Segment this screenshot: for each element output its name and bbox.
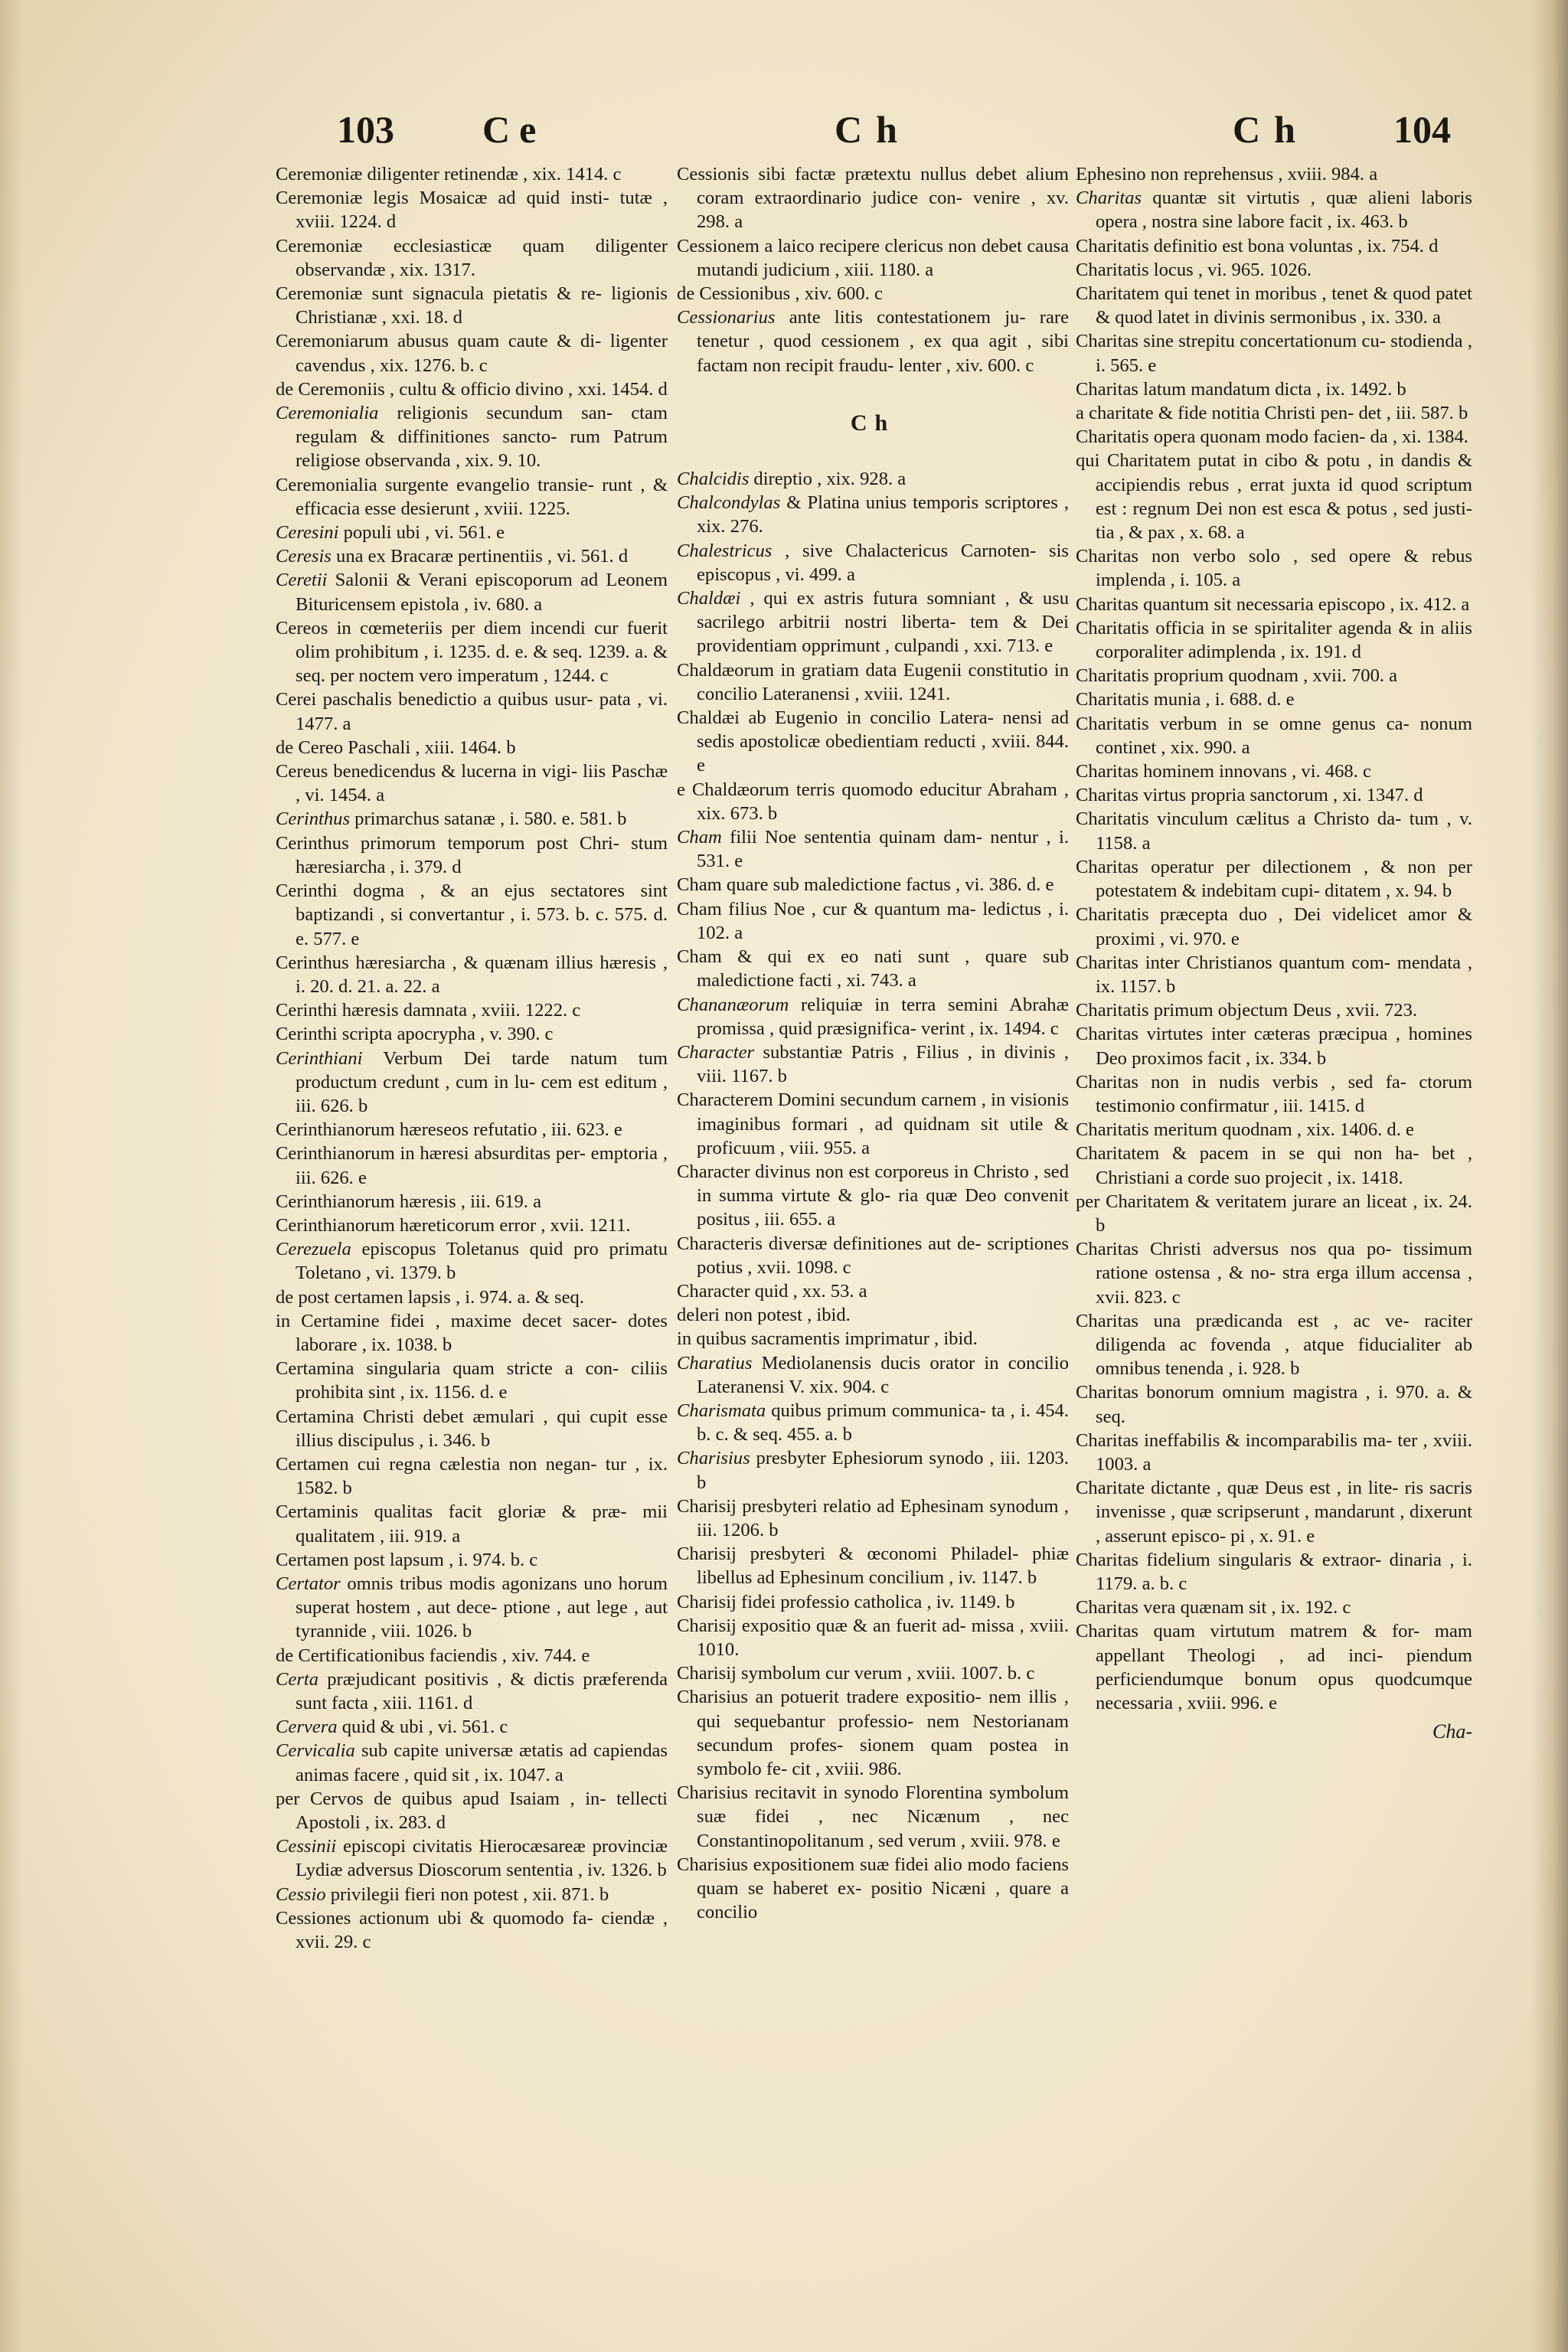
entry-text: Certamen cui regna cælestia non negan- tur , ix. 1582. b — [276, 1453, 668, 1499]
entry-text: Certaminis qualitas facit gloriæ & præ- mii qualitatem , iii. 919. a — [276, 1501, 668, 1547]
entry-text: Ceremoniarum abusus quam caute & di- ligenter cavendus , xix. 1276. b. c — [276, 331, 668, 376]
heading-left: Ce — [482, 108, 546, 151]
entry-text: Charitatis locus , vi. 965. 1026. — [1076, 259, 1312, 280]
index-entry — [1076, 162, 1472, 186]
entry-text: Charisius expositionem suæ fidei alio modo faciens quam se haberet ex- positio Nicæni , quare a concilio — [677, 1854, 1069, 1923]
index-entry — [677, 706, 1069, 778]
entry-text: primarchus satanæ , i. 580. e. 581. b — [350, 808, 627, 830]
index-entry — [677, 658, 1069, 706]
section-title-ch: Ch — [850, 410, 896, 436]
index-entry — [276, 282, 668, 329]
page-edge-shadow-left — [0, 0, 23, 2352]
entry-text: Charitatis proprium quodnam , xvii. 700. a — [1076, 665, 1398, 687]
index-entry — [1076, 951, 1472, 998]
index-entry — [677, 467, 1069, 491]
index-entry — [276, 1572, 668, 1644]
entry-text: Charitas virtus propria sanctorum , xi. 1347. d — [1076, 785, 1423, 806]
entry-text: Certamina Christi debet æmulari , qui cupit esse illius discipulus , i. 346. b — [276, 1406, 668, 1451]
entry-text: Cerinthianorum hæreticorum error , xvii. 1211. — [276, 1214, 631, 1236]
entry-headword: Chalcondylas — [677, 492, 781, 514]
entry-text: quid & ubi , vi. 561. c — [337, 1717, 508, 1738]
index-entry — [276, 162, 668, 186]
index-entry — [276, 736, 668, 760]
entry-text: substantiæ Patris , Filius , in divinis , viii. 1167. b — [697, 1041, 1069, 1087]
entry-text: Cereus benedicendus & lucerna in vigi- liis Paschæ , vi. 1454. a — [276, 761, 668, 806]
index-entry — [1076, 1309, 1472, 1381]
entry-text: direptio , xix. 928. a — [749, 469, 906, 490]
index-entry — [276, 186, 668, 234]
index-entry — [276, 1883, 668, 1906]
entry-text: Charitas non verbo solo , sed opere & rebus implenda , i. 105. a — [1076, 546, 1472, 591]
entry-text: Cerinthus hæresiarcha , & quænam illius hæresis , i. 20. d. 21. a. 22. a — [276, 952, 668, 997]
index-entry — [677, 1351, 1069, 1399]
entry-text: Chaldæorum in gratiam data Eugenii constitutio in concilio Lateranensi , xviii. 1241. — [677, 659, 1069, 704]
entry-text: Charitatem qui tenet in moribus , tenet & quod patet & quod latet in divinis sermonibus , ix. 330. a — [1076, 283, 1472, 328]
index-entry — [276, 1022, 668, 1046]
entry-text: Cessionem a laico recipere clericus non debet causa mutandi judicium , xiii. 1180. a — [677, 235, 1069, 280]
entry-text: Ceremonialia surgente evangelio transie- runt , & efficacia esse desierunt , xviii. 1225. — [276, 474, 668, 519]
entry-text: Charitas fidelium singularis & extraor- dinaria , i. 1179. a. b. c — [1076, 1549, 1472, 1594]
running-header — [337, 107, 1451, 168]
index-entry — [1076, 1118, 1472, 1142]
index-entry — [677, 825, 1069, 873]
entry-text: Charitas virtutes inter cæteras præcipua , homines Deo proximos facit , ix. 334. b — [1076, 1024, 1472, 1069]
index-entry — [677, 1088, 1069, 1160]
entry-text: Charitas quam virtutum matrem & for- mam appellant Theologi , ad inci- piendum perficiendumque bonum opus quodcumque necessaria , xviii. 996. e — [1076, 1621, 1472, 1713]
entry-text: de post certamen lapsis , i. 974. a. & seq. — [276, 1286, 584, 1308]
entry-headword: Ceremonialia — [276, 403, 379, 424]
entry-text: Cham quare sub maledictione factus , vi. 386. d. e — [677, 874, 1054, 896]
entry-headword: Chalcidis — [677, 469, 750, 490]
entry-text: reliquiæ in terra semini Abrahæ promissa , quid præsignifica- verint , ix. 1494. c — [697, 994, 1069, 1039]
entry-text: Characterem Domini secundum carnem , in visionis imaginibus formari , ad quidnam sit utile & proficuum , viii. 955. a — [677, 1089, 1069, 1158]
index-entry — [677, 539, 1069, 586]
index-entry — [677, 234, 1069, 282]
entry-text: , sive Chalactericus Carnoten- sis episcopus , vi. 499. a — [697, 540, 1069, 585]
entry-text: Cerei paschalis benedictio a quibus usur- pata , vi. 1477. a — [276, 689, 668, 734]
entry-text: Ceremoniæ diligenter retinendæ , xix. 1414. c — [276, 164, 622, 185]
index-entry — [1076, 760, 1472, 783]
index-entry — [677, 1040, 1069, 1088]
heading-right: Ch — [1233, 108, 1309, 151]
index-entry — [1076, 1237, 1472, 1309]
entry-text: Cerinthianorum hæresis , iii. 619. a — [276, 1191, 542, 1212]
index-entry — [276, 1644, 668, 1668]
index-entry — [1076, 449, 1472, 544]
entry-text: privilegii fieri non potest , xii. 871. b — [325, 1883, 609, 1905]
entry-headword: Cessinii — [276, 1836, 337, 1857]
entry-text: Cerinthi hæresis damnata , xviii. 1222. c — [276, 1000, 581, 1021]
index-entry — [276, 1118, 668, 1142]
entry-text: a charitate & fide notitia Christi pen- det , iii. 587. b — [1076, 403, 1468, 424]
entry-text: Charitatis opera quonam modo facien- da , xi. 1384. — [1076, 426, 1468, 448]
entry-headword: Certa — [276, 1668, 319, 1690]
entry-text: præjudicant positivis , & dictis præferenda sunt facta , xiii. 1161. d — [296, 1668, 668, 1713]
index-entry — [276, 1452, 668, 1500]
entry-text: Charitatis munia , i. 688. d. e — [1076, 689, 1295, 710]
index-entry — [276, 1285, 668, 1309]
index-entry — [677, 305, 1069, 377]
index-entry — [276, 1214, 668, 1237]
index-entry — [276, 329, 668, 377]
entry-headword: Cerinthus — [276, 808, 351, 830]
entry-text: de Cereo Paschali , xiii. 1464. b — [276, 737, 516, 758]
index-entry — [276, 521, 668, 544]
index-entry — [276, 1906, 668, 1954]
index-entry — [276, 1309, 668, 1357]
entry-text: Charisij presbyteri relatio ad Ephesinam synodum , iii. 1206. b — [677, 1495, 1069, 1540]
entry-text: Charitas non in nudis verbis , sed fa- ctorum testimonio confirmatur , iii. 1415. d — [1076, 1071, 1472, 1116]
entry-text: episcopus Toletanus quid pro primatu Toletano , vi. 1379. b — [296, 1239, 668, 1284]
entry-headword: Cervera — [276, 1717, 338, 1738]
entry-text: Charitatis præcepta duo , Dei videlicet amor & proximi , vi. 970. e — [1076, 904, 1472, 949]
entry-text: Charisij fidei professio catholica , iv. 1149. b — [677, 1591, 1015, 1612]
index-entry — [1076, 855, 1472, 903]
entry-text: Charitatem & pacem in se qui non ha- bet , Christiani a corde suo projecit , ix. 1418. — [1076, 1143, 1472, 1188]
entry-text: Charitatis verbum in se omne genus ca- nonum continet , xix. 990. a — [1076, 713, 1472, 758]
index-entry — [1076, 1022, 1472, 1070]
entry-headword: Ceresis — [276, 546, 332, 567]
index-entry — [677, 1590, 1069, 1614]
entry-text: episcopi civitatis Hierocæsareæ provinciæ Lydiæ adversus Dioscorum sententia , iv. 1326. b — [296, 1836, 668, 1881]
index-entry — [276, 616, 668, 688]
entry-text: Charitas ineffabilis & incomparabilis ma- ter , xviii. 1003. a — [1076, 1429, 1472, 1475]
entry-text: Charisij expositio quæ & an fuerit ad- missa , xviii. 1010. — [677, 1615, 1069, 1660]
heading-center: Ch — [835, 108, 911, 151]
index-entry — [1076, 1070, 1472, 1118]
index-entry — [677, 897, 1069, 945]
entry-headword: Cerezuela — [276, 1239, 351, 1260]
index-entry — [276, 688, 668, 735]
index-entry — [677, 1614, 1069, 1661]
entry-text: presbyter Ephesiorum synodo , iii. 1203. b — [697, 1448, 1069, 1493]
entry-headword: Charatius — [677, 1352, 753, 1374]
index-entry — [276, 879, 668, 951]
entry-text: Charitas Christi adversus nos qua po- tissimum ratione ostensa , & no- stra erga illum accensa , xvii. 823. c — [1076, 1239, 1472, 1308]
entry-text: Ceremoniæ ecclesiasticæ quam diligenter observandæ , xix. 1317. — [276, 235, 668, 280]
index-entry — [1076, 1619, 1472, 1715]
entry-text: Cham & qui ex eo nati sunt , quare sub maledictione facti , xi. 743. a — [677, 946, 1069, 991]
index-entry — [276, 1715, 668, 1739]
entry-headword: Chaldæi — [677, 588, 741, 609]
entry-headword: Chalestricus — [677, 540, 773, 561]
index-entry — [276, 1190, 668, 1214]
entry-text: Cerinthi scripta apocrypha , v. 390. c — [276, 1024, 554, 1045]
index-entry — [1076, 544, 1472, 592]
entry-text: Charitas una prædicanda est , ac ve- raciter diligenda ac fovenda , atque fiducialiter ab omnibus tenenda , i. 928. b — [1076, 1310, 1472, 1380]
entry-text: Charitas hominem innovans , vi. 468. c — [1076, 761, 1371, 782]
index-entry — [1076, 783, 1472, 807]
index-entry — [1076, 593, 1472, 616]
page-number-right: 104 — [1393, 108, 1451, 151]
index-entry — [276, 234, 668, 282]
index-entry — [677, 1399, 1069, 1446]
entry-text: per Charitatem & veritatem jurare an liceat , ix. 24. b — [1076, 1191, 1472, 1236]
entry-text: in Certamine fidei , maxime decet sacer- dotes laborare , ix. 1038. b — [276, 1310, 668, 1355]
entry-text: per Cervos de quibus apud Isaiam , in- tellecti Apostoli , ix. 283. d — [276, 1788, 668, 1834]
entry-headword: Charisius — [677, 1448, 750, 1469]
entry-text: qui Charitatem putat in cibo & potu , in dandis & accipiendis rebus , errat juxta id quod scriptum est : regnum Dei non est esca & potus , sed justi- tia , & pax , x. 68. a — [1076, 450, 1472, 544]
entry-text: Certamina singularia quam stricte a con- ciliis prohibita sint , ix. 1156. d. e — [276, 1358, 668, 1403]
index-entry — [677, 1542, 1069, 1589]
entry-text: Verbum Dei tarde natum tum productum credunt , cum in lu- cem est editum , iii. 626. b — [296, 1047, 668, 1116]
entry-text: e Chaldæorum terris quomodo educitur Abraham , xix. 673. b — [677, 779, 1069, 824]
index-entry — [1076, 1596, 1472, 1619]
entry-text: de Cessionibus , xiv. 600. c — [677, 283, 883, 305]
entry-headword: Cerinthiani — [276, 1047, 363, 1069]
entry-text: Charitas operatur per dilectionem , & non per potestatem & indebitam cupi- ditatem , x. 94. b — [1076, 856, 1472, 902]
entry-text: Mediolanensis ducis orator in concilio Lateranensi V. xix. 904. c — [697, 1352, 1069, 1397]
index-entry — [276, 473, 668, 521]
index-entry — [677, 1303, 1069, 1327]
entry-text: de Ceremoniis , cultu & officio divino , xxi. 1454. d — [276, 378, 668, 400]
entry-text: deleri non potest , ibid. — [677, 1305, 851, 1326]
index-entry — [276, 1357, 668, 1404]
index-entry — [677, 1494, 1069, 1542]
index-entry — [276, 544, 668, 568]
index-entry — [677, 873, 1069, 897]
entry-text: sub capite universæ ætatis ad capiendas animas facere , quid sit , ix. 1047. a — [296, 1740, 668, 1785]
index-entry — [1076, 1142, 1472, 1189]
entry-text: Cerinthianorum hæreseos refutatio , iii. 623. e — [276, 1119, 622, 1141]
index-entry — [276, 951, 668, 998]
index-entry — [276, 1237, 668, 1285]
entry-headword: Cham — [677, 827, 722, 848]
index-entry — [1076, 998, 1472, 1022]
entry-text: Charitas sine strepitu concertationum cu- stodienda , i. 565. e — [1076, 331, 1472, 376]
entry-text: Charisij presbyteri & œconomi Philadel- phiæ libellus ad Ephesinum concilium , iv. 1147. b — [677, 1544, 1069, 1589]
entry-text: Character divinus non est corporeus in Christo , sed in summa virtute & glo- ria quæ Deo convenit positus , iii. 655. a — [677, 1161, 1069, 1230]
index-entry — [677, 282, 1069, 305]
entry-text: una ex Bracaræ pertinentiis , vi. 561. d — [331, 546, 629, 567]
index-entry — [677, 1232, 1069, 1279]
entry-text: Charisij symbolum cur verum , xviii. 1007. b. c — [677, 1663, 1035, 1684]
entry-headword: Certator — [276, 1573, 341, 1594]
entry-text: Charitas inter Christianos quantum com- mendata , ix. 1157. b — [1076, 952, 1472, 997]
catchword: Cha- — [1432, 1720, 1472, 1743]
entry-headword: Character — [677, 1041, 755, 1063]
index-entry — [1076, 807, 1472, 854]
index-entry — [276, 807, 668, 831]
index-entry — [1076, 377, 1472, 401]
index-entry — [677, 586, 1069, 658]
index-entry — [1076, 1429, 1472, 1476]
index-entry — [276, 401, 668, 473]
index-entry — [1076, 401, 1472, 425]
index-entry — [1076, 903, 1472, 950]
index-entry — [276, 1405, 668, 1452]
index-entry — [677, 778, 1069, 825]
index-column-2 — [677, 162, 1069, 1924]
index-entry — [677, 1781, 1069, 1853]
index-entry — [276, 760, 668, 807]
index-entry — [1076, 1190, 1472, 1237]
entry-text: Ceremoniæ legis Mosaicæ ad quid insti- tutæ , xviii. 1224. d — [276, 188, 668, 233]
entry-text: Charitatis primum objectum Deus , xvii. 723. — [1076, 1000, 1418, 1021]
entry-text: Cham filius Noe , cur & quantum ma- ledictus , i. 102. a — [677, 898, 1069, 943]
index-entry — [276, 377, 668, 401]
entry-text: Cerinthianorum in hæresi absurditas per- emptoria , iii. 626. e — [276, 1143, 668, 1188]
index-entry — [1076, 186, 1472, 234]
entry-text: Charitatis meritum quodnam , xix. 1406. d. e — [1076, 1119, 1414, 1141]
entry-text: Cereos in cœmeteriis per diem incendi cur fuerit olim prohibitum , i. 1235. d. e. & seq. 1239. a. & seq. per noctem vero imperatum , 1244. c — [276, 617, 668, 687]
index-entry — [276, 568, 668, 616]
entry-text: quantæ sit virtutis , quæ alieni laboris opera , nostra sine labore facit , ix. 463. b — [1096, 188, 1472, 233]
index-column-3 — [1076, 162, 1472, 1743]
entry-text: Ceremoniæ sunt signacula pietatis & re- ligionis Christianæ , xxi. 18. d — [276, 283, 668, 328]
index-entry — [677, 1160, 1069, 1232]
index-entry — [276, 1739, 668, 1786]
entry-text: Salonii & Verani episcoporum ad Leonem Bituricensem epistola , iv. 680. a — [296, 570, 668, 615]
index-entry — [1076, 616, 1472, 664]
index-entry — [1076, 1380, 1472, 1428]
entry-headword: Cessio — [276, 1883, 326, 1905]
index-entry — [677, 1327, 1069, 1351]
entry-text: Cessionis sibi factæ prætextu nullus debet alium coram extraordinario judice con- venire , xv. 298. a — [677, 164, 1069, 233]
index-entry — [677, 491, 1069, 538]
index-entry — [1076, 329, 1472, 377]
entry-headword: Cervicalia — [276, 1740, 355, 1762]
entry-text: Cessiones actionum ubi & quomodo fa- ciendæ , xvii. 29. c — [276, 1907, 668, 1953]
entry-text: Charisius an potuerit tradere expositio- nem illis , qui sequebantur professio- nem Nestorianam secundum profes- sionem quam postea in symbolo fe- cit , xviii. 986. — [677, 1687, 1069, 1779]
entry-headword: Charitas — [1076, 188, 1142, 209]
index-entry — [1076, 258, 1472, 282]
entry-text: Charitatis vinculum cælitus a Christo da- tum , v. 1158. a — [1076, 808, 1472, 854]
entry-text: filii Noe sententia quinam dam- nentur , i. 531. e — [697, 827, 1069, 872]
index-entry — [677, 1685, 1069, 1781]
entry-text: Character quid , xx. 53. a — [677, 1280, 867, 1302]
entry-text: omnis tribus modis agonizans uno horum superat hostem , aut dece- ptione , aut lege , aut tyrannide , viii. 1026. b — [296, 1573, 668, 1642]
entry-text: quibus primum communica- ta , i. 454. b. c. & seq. 455. a. b — [697, 1400, 1069, 1446]
index-entry — [276, 1668, 668, 1715]
entry-text: Certamen post lapsum , i. 974. b. c — [276, 1549, 538, 1570]
entry-text: Ephesino non reprehensus , xviii. 984. a — [1076, 164, 1378, 185]
entry-text: populi ubi , vi. 561. e — [338, 522, 505, 544]
index-entry — [276, 1500, 668, 1547]
entry-headword: Ceretii — [276, 570, 328, 591]
entry-headword: Chananæorum — [677, 994, 789, 1015]
entry-text: Charisius recitavit in synodo Florentina symbolum suæ fidei , nec Nicænum , nec Constantinopolitanum , sed verum , xviii. 978. e — [677, 1782, 1069, 1851]
entry-text: religionis secundum san- ctam regulam & diffinitiones sancto- rum Patrum religiose observanda , xix. 9. 10. — [296, 403, 668, 472]
page-number-left: 103 — [337, 108, 394, 151]
index-entry — [1076, 282, 1472, 329]
index-entry — [1076, 1476, 1472, 1548]
entry-text: Chaldæi ab Eugenio in concilio Latera- nensi ad sedis apostolicæ obedientiam reducti , xviii. 844. e — [677, 707, 1069, 776]
entry-text: Charitas vera quænam sit , ix. 192. c — [1076, 1597, 1351, 1619]
entry-text: Charitatis definitio est bona voluntas , ix. 754. d — [1076, 235, 1439, 256]
index-entry — [677, 1446, 1069, 1494]
entry-headword: Cessionarius — [677, 307, 776, 328]
entry-text: in quibus sacramentis imprimatur , ibid. — [677, 1328, 978, 1350]
index-entry — [276, 998, 668, 1022]
index-column-1 — [276, 162, 668, 1954]
index-entry — [276, 1787, 668, 1834]
page-edge-shadow-right — [1531, 0, 1568, 2352]
index-entry — [1076, 688, 1472, 711]
index-entry — [677, 945, 1069, 992]
entry-text: Charitate dictante , quæ Deus est , in lite- ris sacris invenisse , quæ scripserunt , mandarunt , dixerunt , asserunt episco- pi , x. 91. e — [1076, 1478, 1472, 1547]
entry-text: & Platina unius temporis scriptores , xix. 276. — [697, 492, 1069, 537]
index-entry — [1076, 664, 1472, 688]
entry-headword: Charismata — [677, 1400, 766, 1421]
index-entry — [677, 1853, 1069, 1925]
index-entry — [276, 831, 668, 879]
entry-text: Cerinthi dogma , & an ejus sectatores sint baptizandi , si convertantur , i. 573. b. c. 575. d. e. 577. e — [276, 880, 668, 949]
index-entry — [1076, 1548, 1472, 1596]
entry-text: Charitas bonorum omnium magistra , i. 970. a. & seq. — [1076, 1382, 1472, 1427]
index-entry — [677, 162, 1069, 234]
index-entry — [1076, 425, 1472, 449]
index-entry — [1076, 712, 1472, 760]
entry-text: Characteris diversæ definitiones aut de- scriptiones potius , xvii. 1098. c — [677, 1233, 1069, 1278]
index-entry — [276, 1047, 668, 1119]
entry-text: , qui ex astris futura somniant , & usu sacrilego arbitrii nostri liberta- tem & Dei providentiam opprimunt , culpandi , xxi. 713. e — [697, 588, 1069, 657]
entry-text: Charitas quantum sit necessaria episcopo , ix. 412. a — [1076, 593, 1470, 615]
entry-headword: Ceresini — [276, 522, 339, 544]
entry-text: Charitas latum mandatum dicta , ix. 1492. b — [1076, 378, 1406, 400]
index-entry — [1076, 234, 1472, 258]
index-entry — [677, 1279, 1069, 1303]
index-entry — [276, 1142, 668, 1189]
entry-text: de Certificationibus faciendis , xiv. 744. e — [276, 1645, 590, 1666]
index-entry — [677, 993, 1069, 1040]
entry-text: ante litis contestationem ju- rare tenetur , quod cessionem , ex qua agit , sibi factam non recipit fraudu- lenter , xiv. 600. c — [697, 307, 1069, 376]
index-entry — [276, 1834, 668, 1882]
entry-text: Cerinthus primorum temporum post Chri- stum hæresiarcha , i. 379. d — [276, 832, 668, 877]
index-entry — [276, 1548, 668, 1572]
entry-text: Charitatis officia in se spiritaliter agenda & in aliis corporaliter adimplenda , ix. 191. d — [1076, 617, 1472, 663]
index-entry — [677, 1661, 1069, 1685]
